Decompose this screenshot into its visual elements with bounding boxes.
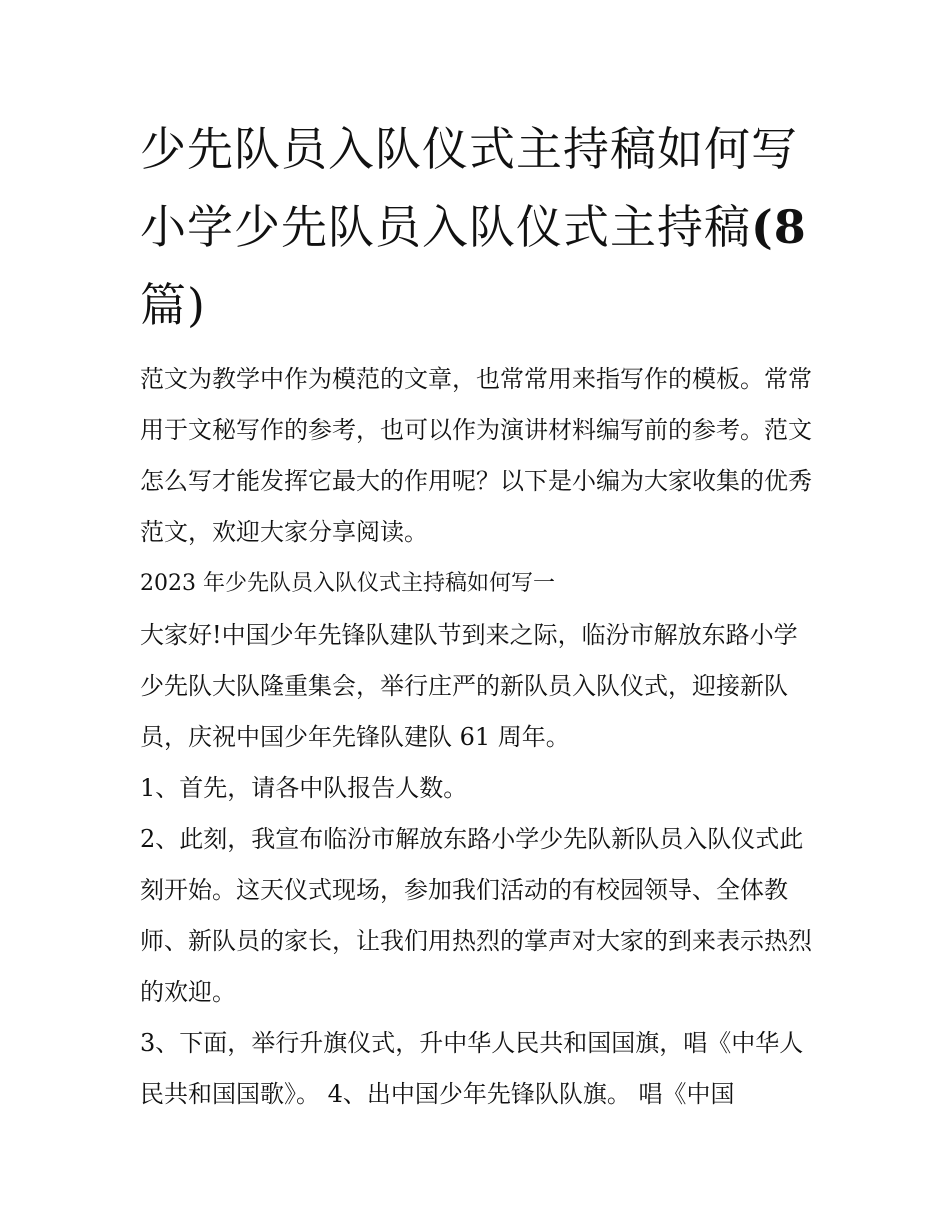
section-heading: 2023 年少先队员入队仪式主持稿如何写一 (140, 571, 555, 596)
body-paragraph: 2、此刻，我宣布临汾市解放东路小学少先队新队员入队仪式此刻开始。这天仪式现场，参加我们活动的有校园领导、全体教师、新队员的家长，让我们用热烈的掌声对大家的到来表示热烈的欢迎。 (140, 825, 812, 1006)
body-paragraph: 1、首先，请各中队报告人数。 (140, 774, 468, 802)
title-suffix: 篇) (140, 278, 206, 332)
intro-paragraph: 范文为教学中作为模范的文章，也常常用来指写作的模板。常常用于文秘写作的参考，也可以作为演讲材料编写前的参考。范文怎么写才能发挥它最大的作用呢？以下是小编为大家收集的优秀范文，欢迎大家分享阅读。 (140, 365, 812, 546)
document-body (140, 110, 820, 1120)
body-paragraph: 大家好!中国少年先锋队建队节到来之际，临汾市解放东路小学少先队大队隆重集会，举行庄严的新队员入队仪式，迎接新队员，庆祝中国少年先锋队建队 61 周年。 (140, 621, 798, 751)
title-count: (8 (751, 200, 807, 254)
document-title (140, 110, 820, 344)
body-paragraph: 3、下面，举行升旗仪式，升中华人民共和国国旗，唱《中华人民共和国国歌》。 4、出中国少年先锋队队旗。 唱《中国 (140, 1029, 804, 1108)
title-text: 少先队员入队仪式主持稿如何写 小学少先队员入队仪式主持稿 (140, 122, 798, 254)
